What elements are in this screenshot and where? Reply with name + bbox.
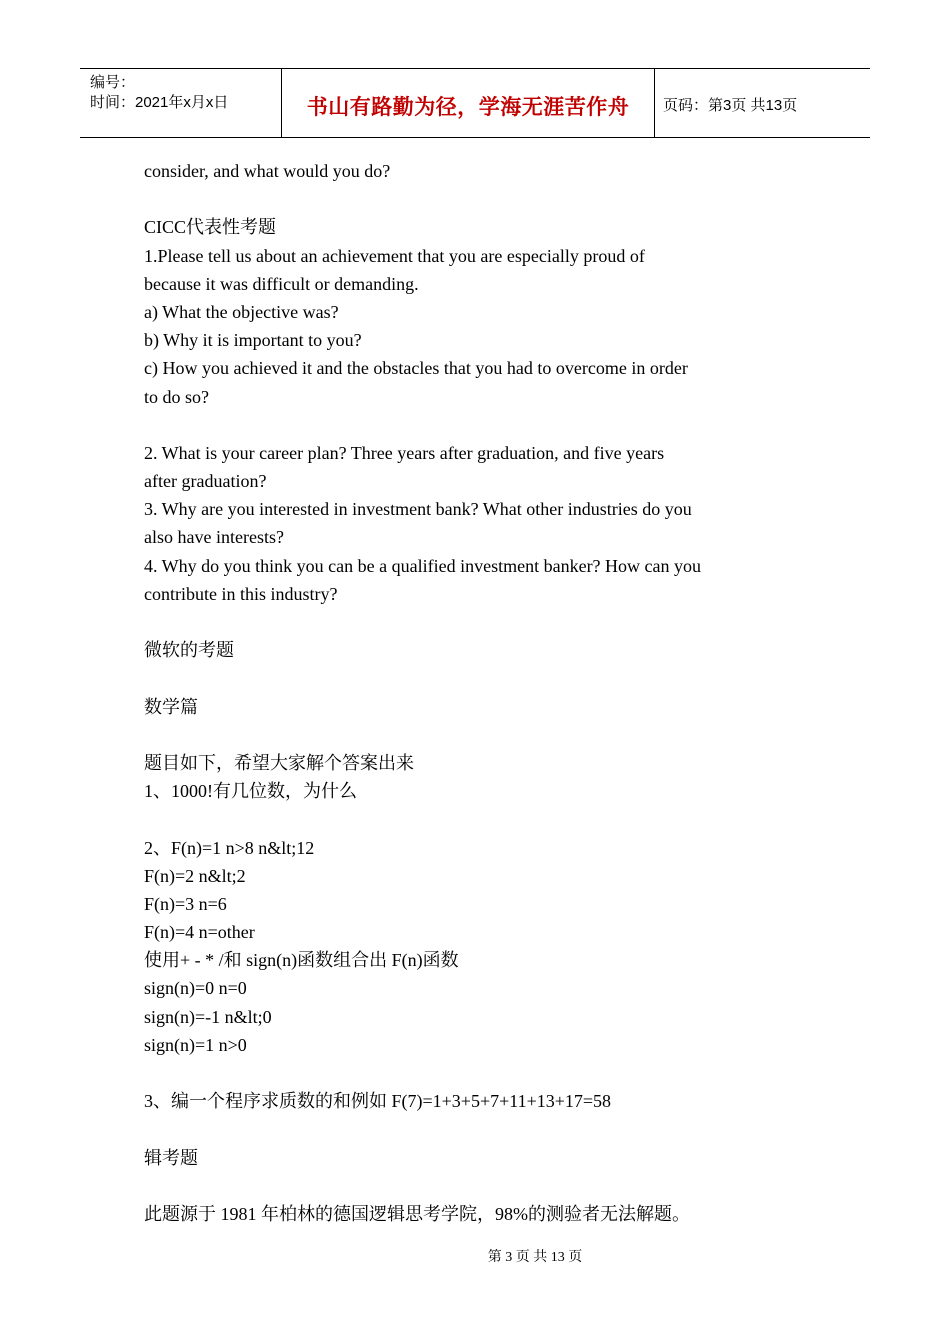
date-label: 时间：2021年x月x日 xyxy=(90,94,229,111)
blank-line xyxy=(144,721,764,749)
blank-line xyxy=(144,1115,764,1143)
document-body xyxy=(144,157,764,1228)
blank-line xyxy=(144,608,764,636)
header-left-cell xyxy=(80,69,280,137)
text-line: c) How you achieved it and the obstacles that you had to overcome in order xyxy=(144,358,688,379)
blank-line xyxy=(144,664,764,692)
header-table xyxy=(80,68,870,138)
blank-line xyxy=(144,805,764,833)
header-motto: 书山有路勤为径，学海无涯苦作舟 xyxy=(306,95,630,119)
blank-line xyxy=(144,1172,764,1200)
footer-page-number: 第 3 页 共 13 页 xyxy=(487,1250,583,1265)
text-line: sign(n)=-1 n&lt;0 xyxy=(144,1006,272,1027)
text-line: to do so? xyxy=(144,386,209,407)
blank-line xyxy=(144,185,764,213)
text-line: 数学篇 xyxy=(144,696,198,717)
text-line: 4. Why do you think you can be a qualified investment banker? How can you xyxy=(144,555,702,576)
text-line: 辑考题 xyxy=(144,1147,198,1168)
text-line: 微软的考题 xyxy=(144,640,234,661)
text-line: 3、编一个程序求质数的和例如 F(7)=1+3+5+7+11+13+17=58 xyxy=(144,1091,612,1112)
text-line: after graduation? xyxy=(144,471,267,492)
text-line: 2、F(n)=1 n>8 n&lt;12 xyxy=(144,837,315,858)
text-line: 1.Please tell us about an achievement that you are especially proud of xyxy=(144,245,645,266)
text-line: 3. Why are you interested in investment bank? What other industries do you xyxy=(144,499,692,520)
header-center-cell xyxy=(281,69,655,137)
text-line: consider, and what would you do? xyxy=(144,161,391,181)
text-line: also have interests? xyxy=(144,527,284,548)
text-line: 此题源于 1981 年柏林的德国逻辑思考学院，98%的测验者无法解题。 xyxy=(144,1203,690,1224)
serial-number-label: 编号： xyxy=(90,74,136,91)
text-line: 使用+ - * /和 sign(n)函数组合出 F(n)函数 xyxy=(144,950,459,971)
text-line: sign(n)=0 n=0 xyxy=(144,978,247,999)
text-line: F(n)=3 n=6 xyxy=(144,893,227,914)
text-line: b) Why it is important to you? xyxy=(144,330,362,351)
header-right-cell xyxy=(655,69,870,137)
blank-line xyxy=(144,1059,764,1087)
text-line: a) What the objective was? xyxy=(144,301,339,322)
blank-line xyxy=(144,411,764,439)
text-line: F(n)=2 n&lt;2 xyxy=(144,865,246,886)
text-line: CICC代表性考题 xyxy=(144,217,277,238)
header-page-info: 页码：第3页 共13页 xyxy=(663,97,798,114)
text-line: 2. What is your career plan? Three years after graduation, and five years xyxy=(144,442,665,463)
text-line: 题目如下，希望大家解个答案出来 xyxy=(144,752,414,773)
text-line: because it was difficult or demanding. xyxy=(144,273,419,294)
text-line: sign(n)=1 n>0 xyxy=(144,1034,247,1055)
page-footer xyxy=(0,1246,950,1266)
text-line: contribute in this industry? xyxy=(144,583,338,604)
text-line: 1、1000!有几位数，为什么 xyxy=(144,781,357,802)
text-line: F(n)=4 n=other xyxy=(144,922,255,943)
